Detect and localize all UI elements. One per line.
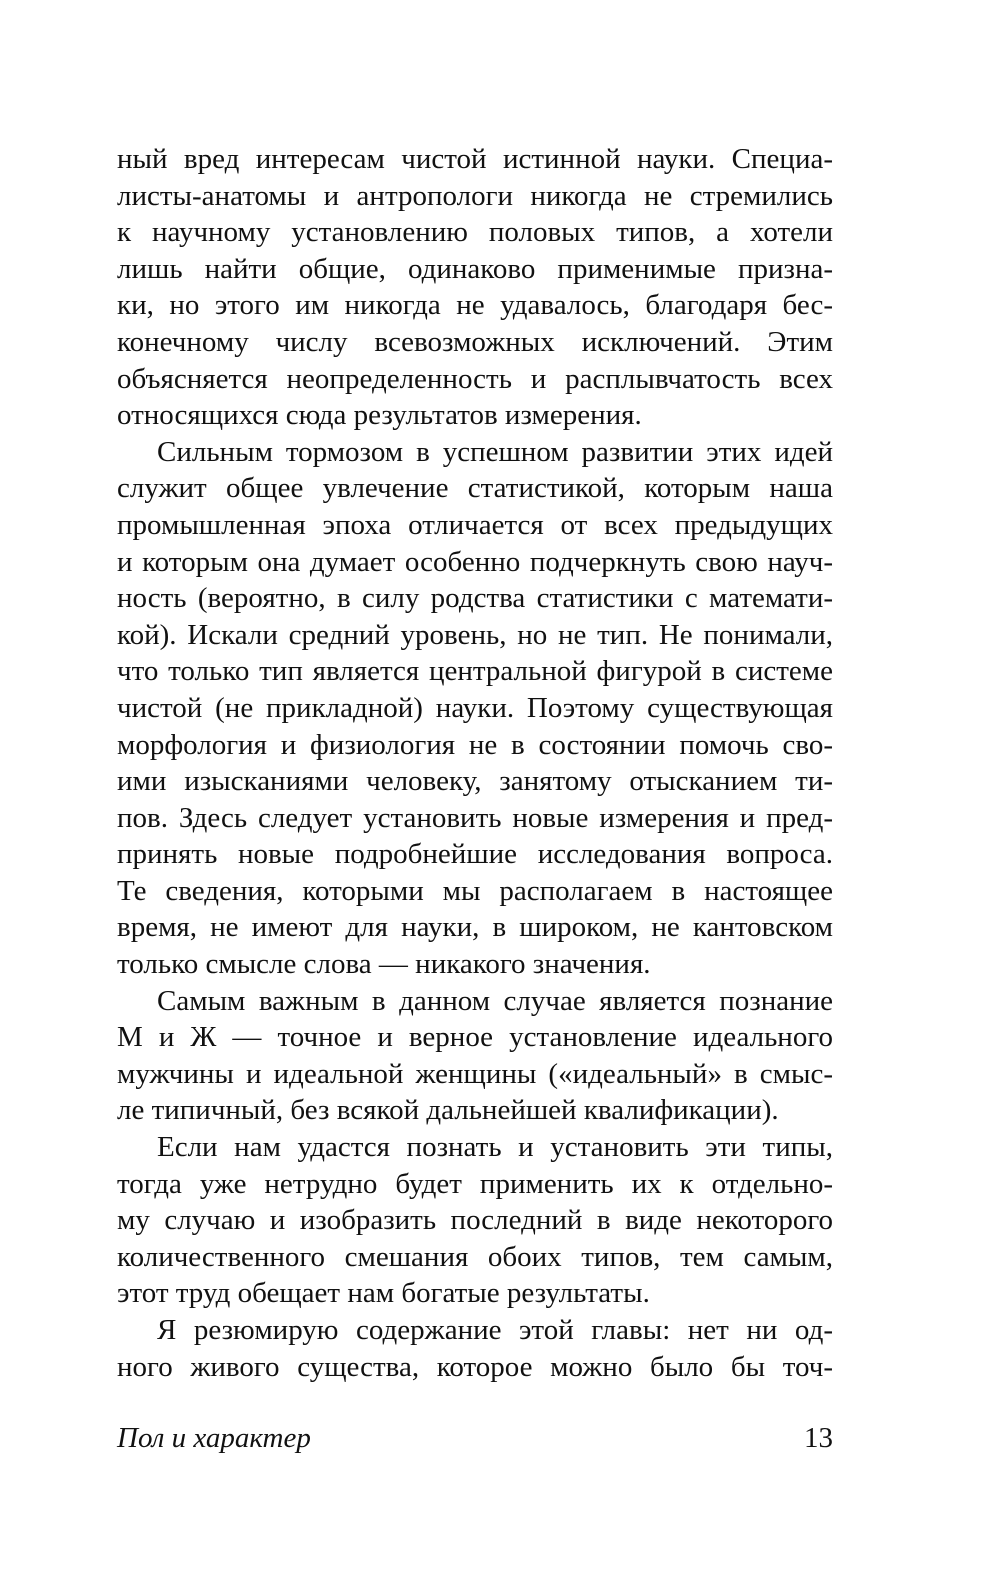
text-line: Я резюмирую содержание этой главы: нет ни од- [157, 1314, 833, 1346]
paragraph [117, 434, 833, 983]
body-text [117, 141, 833, 1385]
text-line: М и Ж — точное и верное установление идеального [117, 1021, 833, 1054]
text-line: лишь найти общие, одинаково применимые призна- [117, 252, 833, 285]
text-line: ного живого существа, которое можно было бы точ- [117, 1350, 833, 1383]
text-line: конечному числу всевозможных исключений. Этим [117, 325, 833, 358]
text-line: Самым важным в данном случае является познание [157, 984, 833, 1017]
text-line: количественного смешания обоих типов, тем самым, [117, 1240, 833, 1273]
text-line: листы-анатомы и антропологи никогда не стремились [117, 179, 833, 212]
running-title: Пол и характер [117, 1422, 311, 1454]
text-line: ность (вероятно, в силу родства статистики с математи- [117, 582, 833, 615]
paragraph [117, 983, 833, 1129]
paragraph [117, 141, 833, 434]
text-line: к научному установлению половых типов, а хотели [117, 216, 833, 249]
text-line: кой). Искали средний уровень, но не тип. Не понимали, [117, 618, 833, 651]
text-line: морфология и физиология не в состоянии помочь сво- [117, 728, 833, 761]
text-line: только смысле слова — никакого значения. [117, 948, 651, 981]
text-line: Те сведения, которыми мы располагаем в настоящее [117, 874, 833, 907]
text-line: и которым она думает особенно подчеркнуть свою науч- [117, 545, 833, 578]
text-line: пов. Здесь следует установить новые измерения и пред- [117, 801, 833, 834]
text-line: му случаю и изобразить последний в виде некоторого [117, 1204, 833, 1237]
page-footer [117, 1422, 833, 1466]
text-line: промышленная эпоха отличается от всех предыдущих [117, 508, 833, 541]
text-line: служит общее увлечение статистикой, которым наша [117, 472, 833, 505]
text-line: относящихся сюда результатов измерения. [117, 399, 642, 432]
text-line: тогда уже нетрудно будет применить их к отдельно- [117, 1167, 833, 1200]
text-line: принять новые подробнейшие исследования вопроса. [117, 838, 833, 871]
text-line: Сильным тормозом в успешном развитии этих идей [157, 435, 833, 468]
text-line: Если нам удастся познать и установить эти типы, [157, 1131, 833, 1164]
paragraph [117, 1312, 833, 1385]
text-line: мужчины и идеальной женщины («идеальный» в смыс- [117, 1057, 833, 1090]
text-line: ки, но этого им никогда не удавалось, благодаря бес- [117, 289, 833, 322]
text-line: этот труд обещает нам богатые результаты. [117, 1277, 650, 1310]
text-line: ими изысканиями человеку, занятому отысканием ти- [117, 765, 833, 798]
page-number: 13 [804, 1422, 833, 1454]
text-line: время, не имеют для науки, в широком, не кантовском [117, 911, 833, 944]
text-line: объясняется неопределенность и расплывчатость всех [117, 362, 833, 395]
text-line: ле типичный, без всякой дальнейшей квалификации). [117, 1094, 779, 1127]
paragraph [117, 1129, 833, 1312]
text-line: что только тип является центральной фигурой в системе [117, 655, 833, 688]
text-line: чистой (не прикладной) науки. Поэтому существующая [117, 691, 833, 724]
text-line: ный вред интересам чистой истинной науки. Специа- [117, 143, 833, 175]
